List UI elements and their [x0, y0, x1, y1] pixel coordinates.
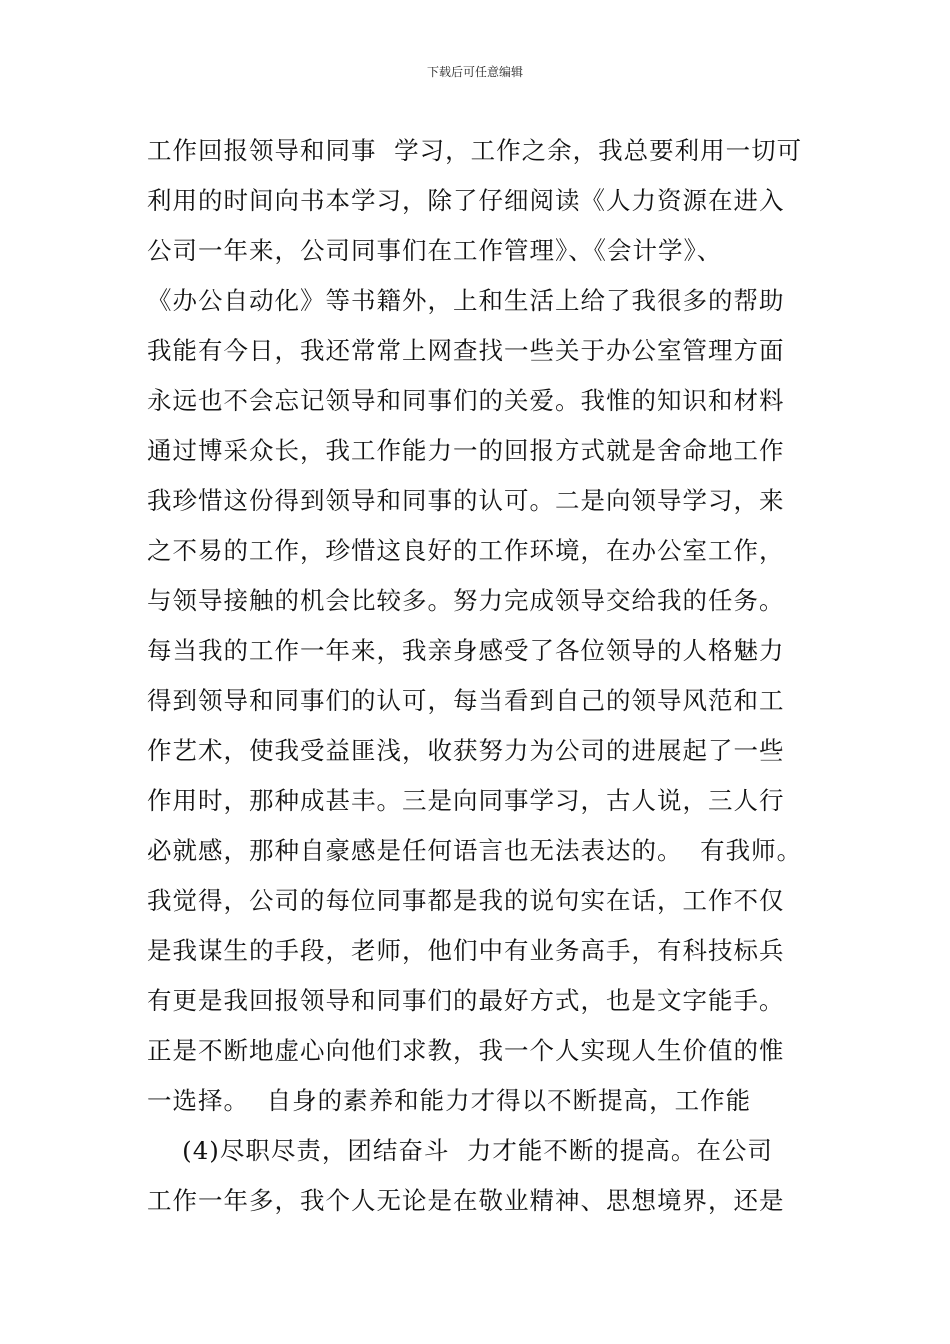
- text-line: 每当我的工作一年来，我亲身感受了各位领导的人格魅力: [147, 636, 785, 665]
- text-line: (4)尽职尽责，团结奋斗 力才能不断的提高。在公司: [147, 1136, 773, 1165]
- text-line: 工作回报领导和同事 学习，工作之余，我总要利用一切可: [147, 136, 803, 165]
- text-line: 利用的时间向书本学习，除了仔细阅读《人力资源在进入: [147, 186, 785, 215]
- document-body: [147, 128, 811, 1228]
- text-line: 得到领导和同事们的认可，每当看到自己的领导风范和工: [147, 686, 785, 715]
- text-line: 与领导接触的机会比较多。努力完成领导交给我的任务。: [147, 586, 785, 615]
- text-line: 正是不断地虚心向他们求教，我一个人实现人生价值的惟: [147, 1036, 785, 1065]
- text-line: 有更是我回报领导和同事们的最好方式，也是文字能手。: [147, 986, 785, 1015]
- page-header: 下载后可任意编辑: [426, 65, 523, 79]
- text-line: 我珍惜这份得到领导和同事的认可。二是向领导学习，来: [147, 486, 785, 515]
- text-line: 一选择。 自身的素养和能力才得以不断提高，工作能: [147, 1086, 752, 1115]
- text-line: 之不易的工作，珍惜这良好的工作环境，在办公室工作，: [147, 536, 785, 565]
- text-line: 是我谋生的手段，老师，他们中有业务高手，有科技标兵: [147, 936, 785, 965]
- text-line: 《办公自动化》等书籍外，上和生活上给了我很多的帮助: [147, 286, 785, 315]
- text-line: 必就感，那种自豪感是任何语言也无法表达的。 有我师。: [147, 836, 803, 865]
- text-line: 我能有今日，我还常常上网查找一些关于办公室管理方面: [147, 336, 785, 365]
- text-line: 作艺术，使我受益匪浅，收获努力为公司的进展起了一些: [147, 736, 785, 765]
- text-line: 工作一年多，我个人无论是在敬业精神、思想境界，还是: [147, 1186, 785, 1215]
- text-line: 永远也不会忘记领导和同事们的关爱。我惟的知识和材料: [147, 386, 785, 415]
- text-line: 我觉得，公司的每位同事都是我的说句实在话，工作不仅: [147, 886, 785, 915]
- text-line: 公司一年来，公司同事们在工作管理》、《会计学》、: [147, 236, 723, 265]
- text-line: 通过博采众长，我工作能力一的回报方式就是舍命地工作: [147, 436, 785, 465]
- text-line: 作用时，那种成甚丰。三是向同事学习，古人说，三人行: [147, 786, 785, 815]
